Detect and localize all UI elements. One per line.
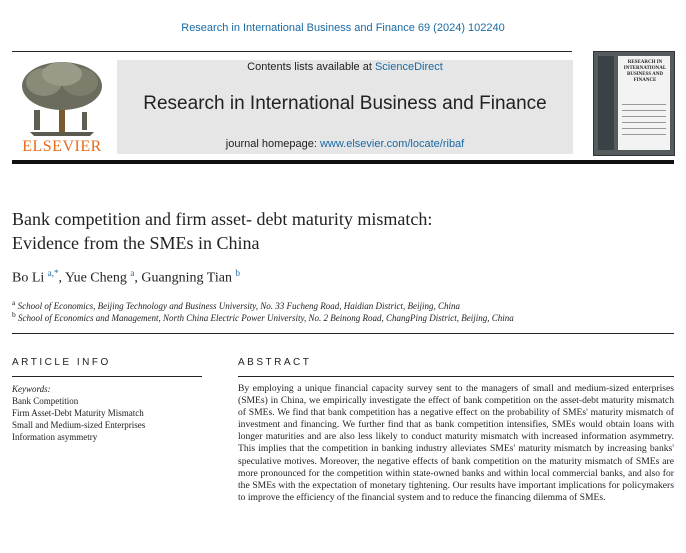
- keyword-item: Small and Medium-sized Enterprises: [12, 420, 146, 430]
- article-info-heading: ARTICLE INFO: [12, 357, 111, 368]
- article-title: [12, 207, 652, 255]
- affiliation-text: School of Economics, Beijing Technology and Business University, No. 33 Fucheng Road, Haidian District, Beijing, China: [17, 301, 460, 311]
- cover-line: [622, 104, 666, 105]
- author-separator: ,: [58, 270, 66, 286]
- journal-cover-thumbnail[interactable]: [593, 51, 675, 156]
- keyword-item: Bank Competition: [12, 396, 79, 406]
- cover-line: [622, 122, 666, 123]
- abstract-text: By employing a unique financial capacity survey sent to the managers of small and medium-sized enterprises (SMEs) in China, we empirically investigate the effect of bank competition on the asset-debt maturity mismatch of SMEs. We find that bank competition has a negative effect on the probability of SMEs' maturity mismatch of investment and financing. We further find that as bank competition intensifies, SMEs would obtain loans with longer maturities and are also less likely to conduct maturity mismatch with increased information asymmetry. This implies that the competition in banking industry alleviates SMEs' maturity mismatch by increasing banks' speculative motives. Moreover, the negative effects of bank competition on the maturity mismatch of SMEs are more pronounced for the competition within state-owned banks and within local commercial banks, and also for the SMEs with the expectation of monetary tightening. Our results have important implications for policymakers to improve the efficiency of the financial system and to reduce the financing dilemma of SMEs.: [238, 383, 674, 503]
- article-title-line1: Bank competition and firm asset- debt maturity mismatch:: [12, 209, 433, 229]
- keyword-item: Information asymmetry: [12, 432, 98, 442]
- sciencedirect-link[interactable]: ScienceDirect: [374, 61, 443, 73]
- cover-line: [622, 110, 666, 111]
- abstract-heading: ABSTRACT: [238, 357, 312, 368]
- abstract-rule: [238, 376, 674, 377]
- homepage-prefix: journal homepage:: [225, 138, 320, 150]
- affiliation-mark: b: [12, 310, 16, 319]
- homepage-link[interactable]: www.elsevier.com/locate/ribaf: [319, 138, 465, 150]
- cover-line: [622, 128, 666, 129]
- cover-line: [622, 134, 666, 135]
- author-list: [12, 268, 240, 287]
- author-name[interactable]: Yue Cheng: [65, 270, 127, 286]
- cover-spine: [598, 56, 614, 150]
- article-title-line2: Evidence from the SMEs in China: [12, 233, 260, 253]
- article-info-rule: [12, 376, 202, 377]
- affiliation-mark: a: [12, 298, 16, 307]
- author-affiliation-mark[interactable]: a,*: [47, 268, 59, 278]
- journal-homepage: [117, 138, 573, 150]
- cover-title: RESEARCH IN INTERNATIONAL BUSINESS AND FINANCE: [623, 60, 667, 83]
- author-affiliation-mark[interactable]: b: [235, 268, 240, 278]
- journal-title: Research in International Business and Finance: [143, 93, 547, 114]
- author-name[interactable]: Guangning Tian: [141, 270, 232, 286]
- affiliation: [12, 310, 514, 323]
- elsevier-wordmark: ELSEVIER: [22, 138, 102, 155]
- journal-citation[interactable]: Research in International Business and Finance 69 (2024) 102240: [181, 22, 505, 34]
- contents-availability: [117, 61, 573, 73]
- contents-prefix: Contents lists available at: [247, 61, 375, 73]
- affiliation-text: School of Economics and Management, North China Electric Power University, No. 2 Beinong Road, ChangPing District, Beijing, China: [18, 313, 514, 323]
- header-top-rule: [12, 51, 572, 52]
- header-bottom-rule: [12, 160, 674, 164]
- author-affiliation-mark[interactable]: a: [130, 268, 135, 278]
- cover-line: [622, 116, 666, 117]
- author-name[interactable]: Bo Li: [12, 270, 45, 286]
- keywords-label: Keywords:: [12, 384, 51, 394]
- author-separator: ,: [134, 270, 142, 286]
- section-divider: [12, 333, 674, 334]
- keyword-item: Firm Asset-Debt Maturity Mismatch: [12, 408, 144, 418]
